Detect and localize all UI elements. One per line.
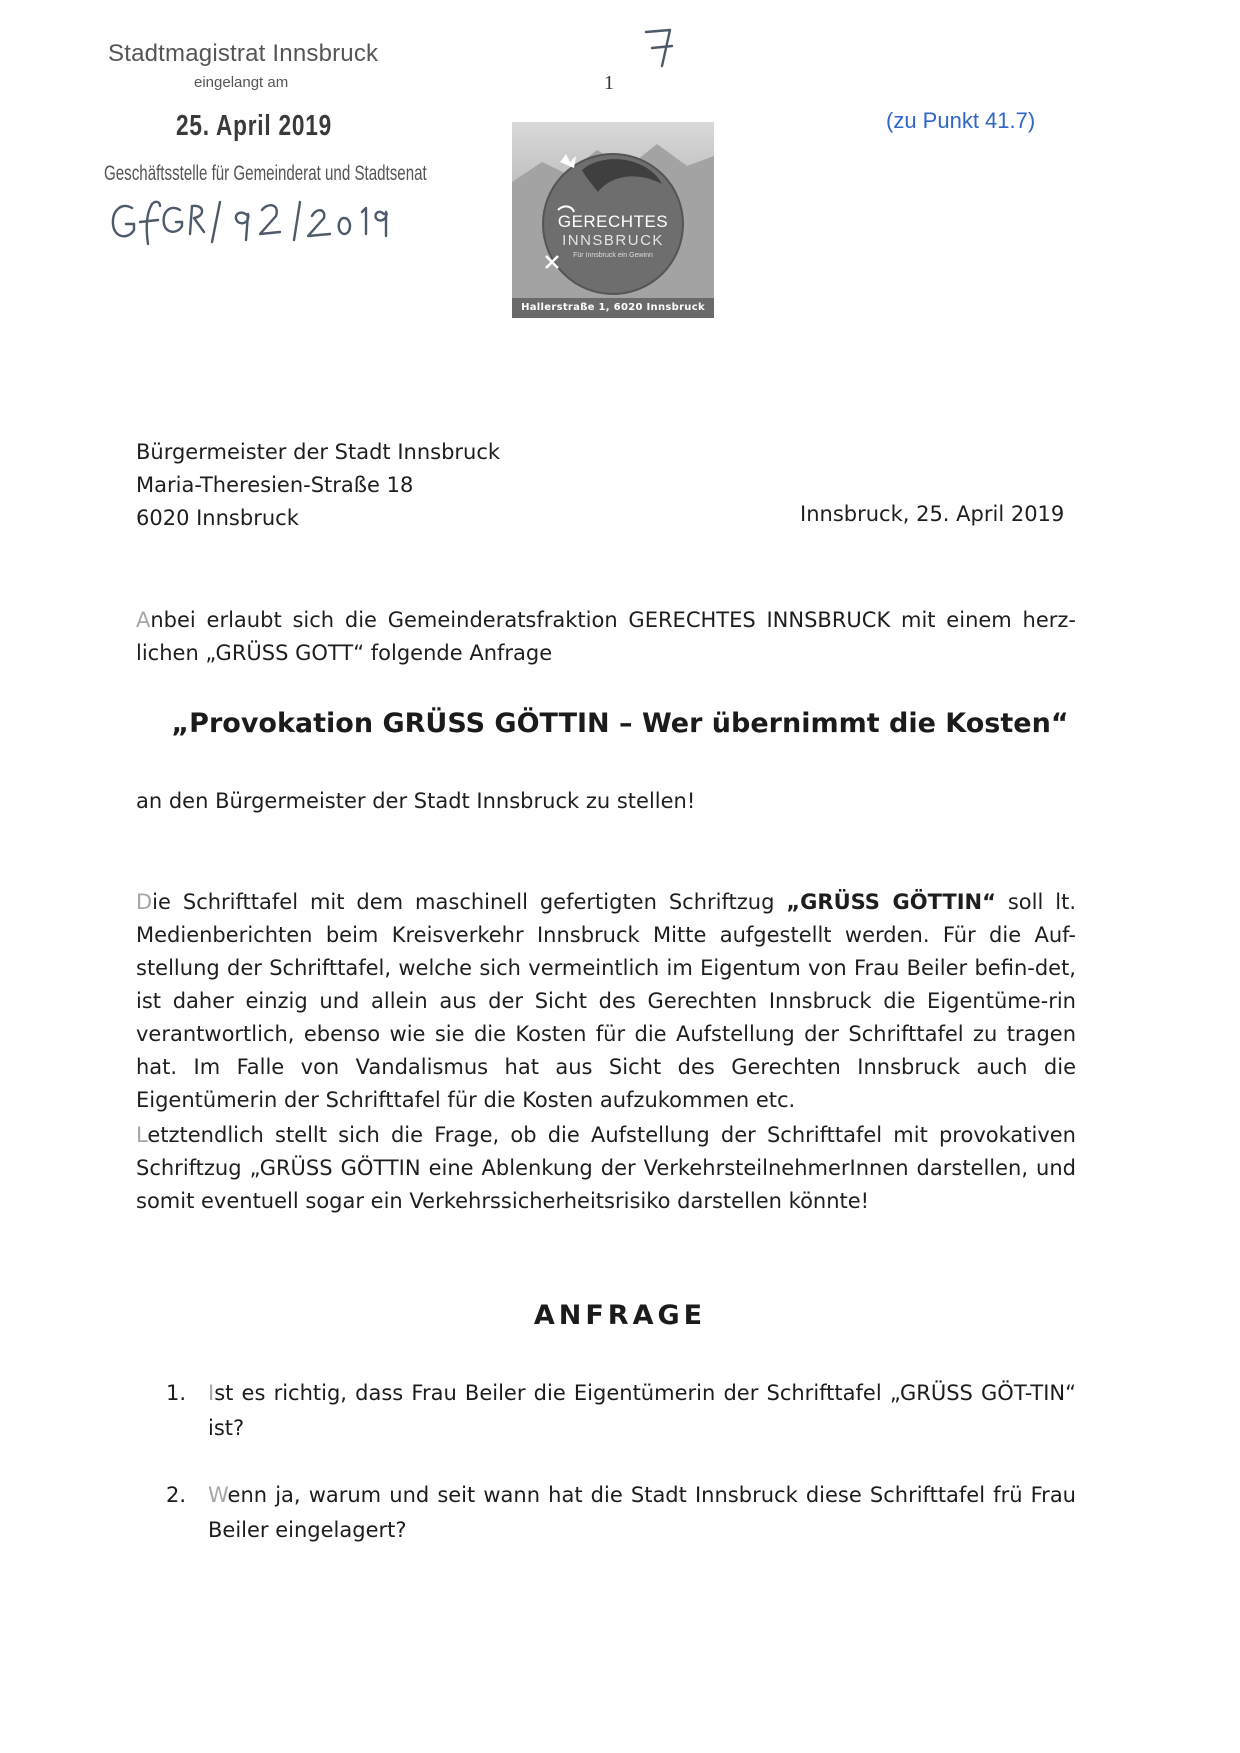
received-stamp — [104, 36, 427, 236]
question-initial: I — [208, 1381, 215, 1405]
letter-date: Innsbruck, 25. April 2019 — [800, 502, 1065, 526]
stamp-received-label: eingelangt am — [194, 74, 289, 91]
recipient-line: Maria-Theresien-Straße 18 — [136, 473, 414, 497]
logo-subtitle: INNSBRUCK — [562, 232, 664, 249]
page-number: 1 — [604, 72, 614, 94]
handwritten-seven-icon — [640, 22, 680, 72]
question-item — [166, 1478, 1076, 1548]
question-list-2 — [166, 1478, 1076, 1548]
question-number: 2. — [166, 1483, 187, 1507]
question-text: st es richtig, dass Frau Beiler die Eigentümerin der Schrifttafel „GRÜSS GÖT-TIN“ ist? — [208, 1381, 1076, 1440]
recipient-address — [136, 436, 500, 535]
body1-text: ie Schrifttafel mit dem maschinell gefertigten Schriftzug — [152, 890, 787, 914]
recipient-line: Bürgermeister der Stadt Innsbruck — [136, 440, 501, 464]
body1-initial: D — [136, 890, 153, 914]
agenda-reference: (zu Punkt 41.7) — [886, 108, 1036, 133]
intro-text: nbei erlaubt sich die Gemeinderatsfraktion GERECHTES INNSBRUCK mit einem herz-lichen „GRÜSS GOTT“ folgende Anfrage — [136, 608, 1076, 665]
subject-heading: „Provokation GRÜSS GÖTTIN – Wer übernimmt die Kosten“ — [171, 708, 1069, 739]
handwritten-mark — [640, 22, 680, 76]
question-number: 1. — [166, 1381, 187, 1405]
recipient-line: 6020 Innsbruck — [136, 506, 299, 530]
body-paragraph-2 — [136, 1119, 1076, 1218]
intro-paragraph — [136, 604, 1076, 670]
logo-address: Hallerstraße 1, 6020 Innsbruck — [512, 298, 714, 318]
anfrage-heading: ANFRAGE — [533, 1300, 707, 1331]
handwritten-reference — [108, 194, 408, 259]
body1-text-continued: soll lt. Medienberichten beim Kreisverkehr Innsbruck Mitte aufgestellt werden. Für die Auf-stellung der Schrifttafel, welche sich vermeintlich im Eigentum von Frau Beiler befin-det, ist daher einzig und allein aus der Sicht des Gerechten Innsbruck die Eigentüme-rin verantwortlich, ebenso wie sie die Kosten für die Aufstellung der Schrifttafel zu tragen hat. Im Falle von Vandalismus hat aus Sicht des Gerechten Innsbruck auch die Eigentümerin der Schrifttafel für die Kosten aufzukommen etc. — [136, 890, 1076, 1112]
question-item — [166, 1376, 1076, 1446]
body2-initial: L — [136, 1123, 148, 1147]
party-logo — [512, 122, 714, 318]
stamp-office: Stadtmagistrat Innsbruck — [108, 40, 379, 67]
logo-tagline: Für Innsbruck ein Gewinn — [573, 252, 653, 259]
question-text: enn ja, warum und seit wann hat die Stadt Innsbruck diese Schrifttafel frü Frau Beiler eingelagert? — [208, 1483, 1076, 1542]
handwritten-reference-icon — [108, 194, 408, 254]
question-list — [166, 1376, 1076, 1446]
addressee-line: an den Bürgermeister der Stadt Innsbruck zu stellen! — [136, 789, 696, 813]
stamp-date: 25. April 2019 — [176, 110, 332, 142]
body2-text: etztendlich stellt sich die Frage, ob die Aufstellung der Schrifttafel mit provokativen Schriftzug „GRÜSS GÖTTIN eine Ablenkung der VerkehrsteilnehmerInnen darstellen, und somit eventuell sogar ein Verkehrssicherheitsrisiko darstellen könnte! — [136, 1123, 1076, 1213]
logo-title: GERECHTES — [557, 212, 669, 231]
body-paragraph-1 — [136, 886, 1076, 1117]
stamp-department: Geschäftsstelle für Gemeinderat und Stadtsenat — [104, 162, 427, 185]
addressee-paragraph — [136, 785, 1076, 818]
question-initial: W — [208, 1483, 228, 1507]
intro-initial: A — [136, 608, 151, 632]
body1-emphasis: „GRÜSS GÖTTIN“ — [786, 890, 996, 914]
